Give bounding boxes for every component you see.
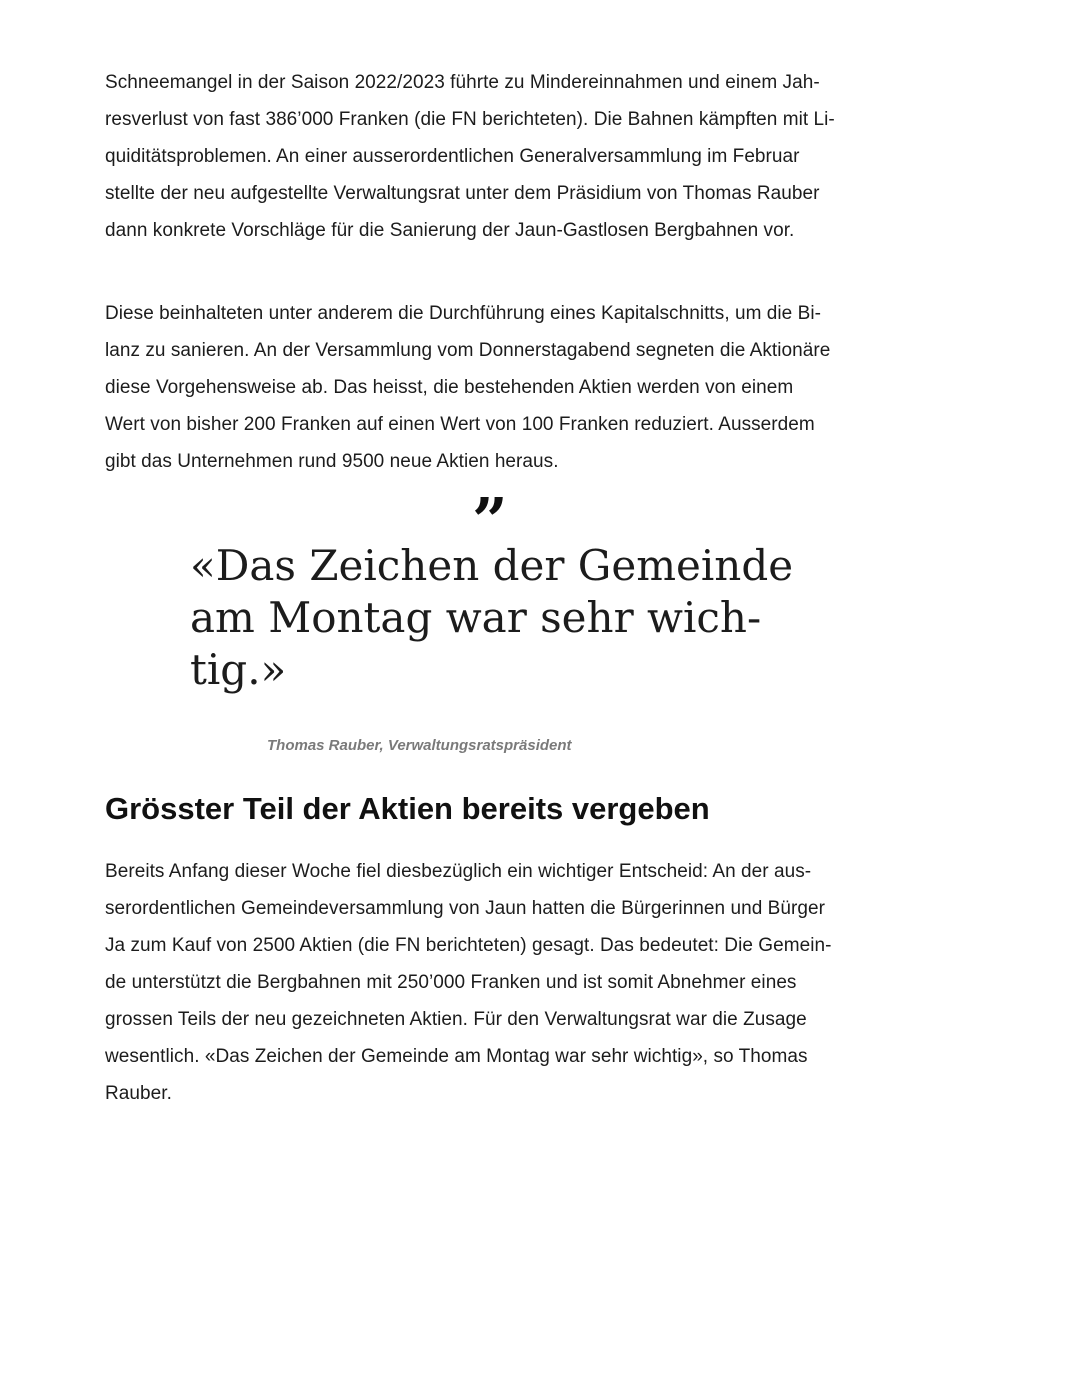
paragraph-line: Rauber. xyxy=(105,1083,172,1104)
paragraph-line: Ja zum Kauf von 2500 Aktien (die FN berichteten) gesagt. Das bedeutet: Die Gemein- xyxy=(105,935,832,956)
paragraph-line: Wert von bisher 200 Franken auf einen Wert von 100 Franken reduziert. Ausserdem xyxy=(105,414,815,435)
paragraph-line: Diese beinhalteten unter anderem die Durchführung eines Kapitalschnitts, um die Bi- xyxy=(105,303,821,324)
paragraph-line: gibt das Unternehmen rund 9500 neue Aktien heraus. xyxy=(105,451,559,472)
paragraph-line: stellte der neu aufgestellte Verwaltungsrat unter dem Präsidium von Thomas Rauber xyxy=(105,183,820,204)
pull-quote-author: Thomas Rauber, Verwaltungsratspräsident xyxy=(267,737,572,754)
paragraph-line: grossen Teils der neu gezeichneten Aktien. Für den Verwaltungsrat war die Zusage xyxy=(105,1009,807,1030)
quotation-mark-icon: ” xyxy=(472,484,508,557)
paragraph-line: serordentlichen Gemeindeversammlung von Jaun hatten die Bürgerinnen und Bürger xyxy=(105,898,825,919)
pull-quote xyxy=(190,540,830,696)
article-paragraph-3 xyxy=(105,853,975,1112)
pull-quote-line: tig.» xyxy=(190,645,287,694)
paragraph-line: dann konkrete Vorschläge für die Sanierung der Jaun-Gastlosen Bergbahnen vor. xyxy=(105,220,795,241)
paragraph-line: de unterstützt die Bergbahnen mit 250’000 Franken und ist somit Abnehmer eines xyxy=(105,972,797,993)
pull-quote-line: am Montag war sehr wich- xyxy=(190,593,762,642)
paragraph-line: diese Vorgehensweise ab. Das heisst, die bestehenden Aktien werden von einem xyxy=(105,377,794,398)
pull-quote-line: «Das Zeichen der Gemeinde xyxy=(190,541,794,590)
paragraph-line: Bereits Anfang dieser Woche fiel diesbezüglich ein wichtiger Entscheid: An der aus- xyxy=(105,861,812,882)
article-paragraph-1 xyxy=(105,64,975,249)
paragraph-line: lanz zu sanieren. An der Versammlung vom Donnerstagabend segneten die Aktionäre xyxy=(105,340,831,361)
paragraph-line: quiditätsproblemen. An einer ausserordentlichen Generalversammlung im Februar xyxy=(105,146,800,167)
article-paragraph-2 xyxy=(105,295,975,480)
section-heading: Grösster Teil der Aktien bereits vergeben xyxy=(105,791,710,826)
paragraph-line: resverlust von fast 386’000 Franken (die FN berichteten). Die Bahnen kämpften mit Li- xyxy=(105,109,835,130)
paragraph-line: Schneemangel in der Saison 2022/2023 führte zu Mindereinnahmen und einem Jah- xyxy=(105,72,820,93)
paragraph-line: wesentlich. «Das Zeichen der Gemeinde am Montag war sehr wichtig», so Thomas xyxy=(105,1046,808,1067)
